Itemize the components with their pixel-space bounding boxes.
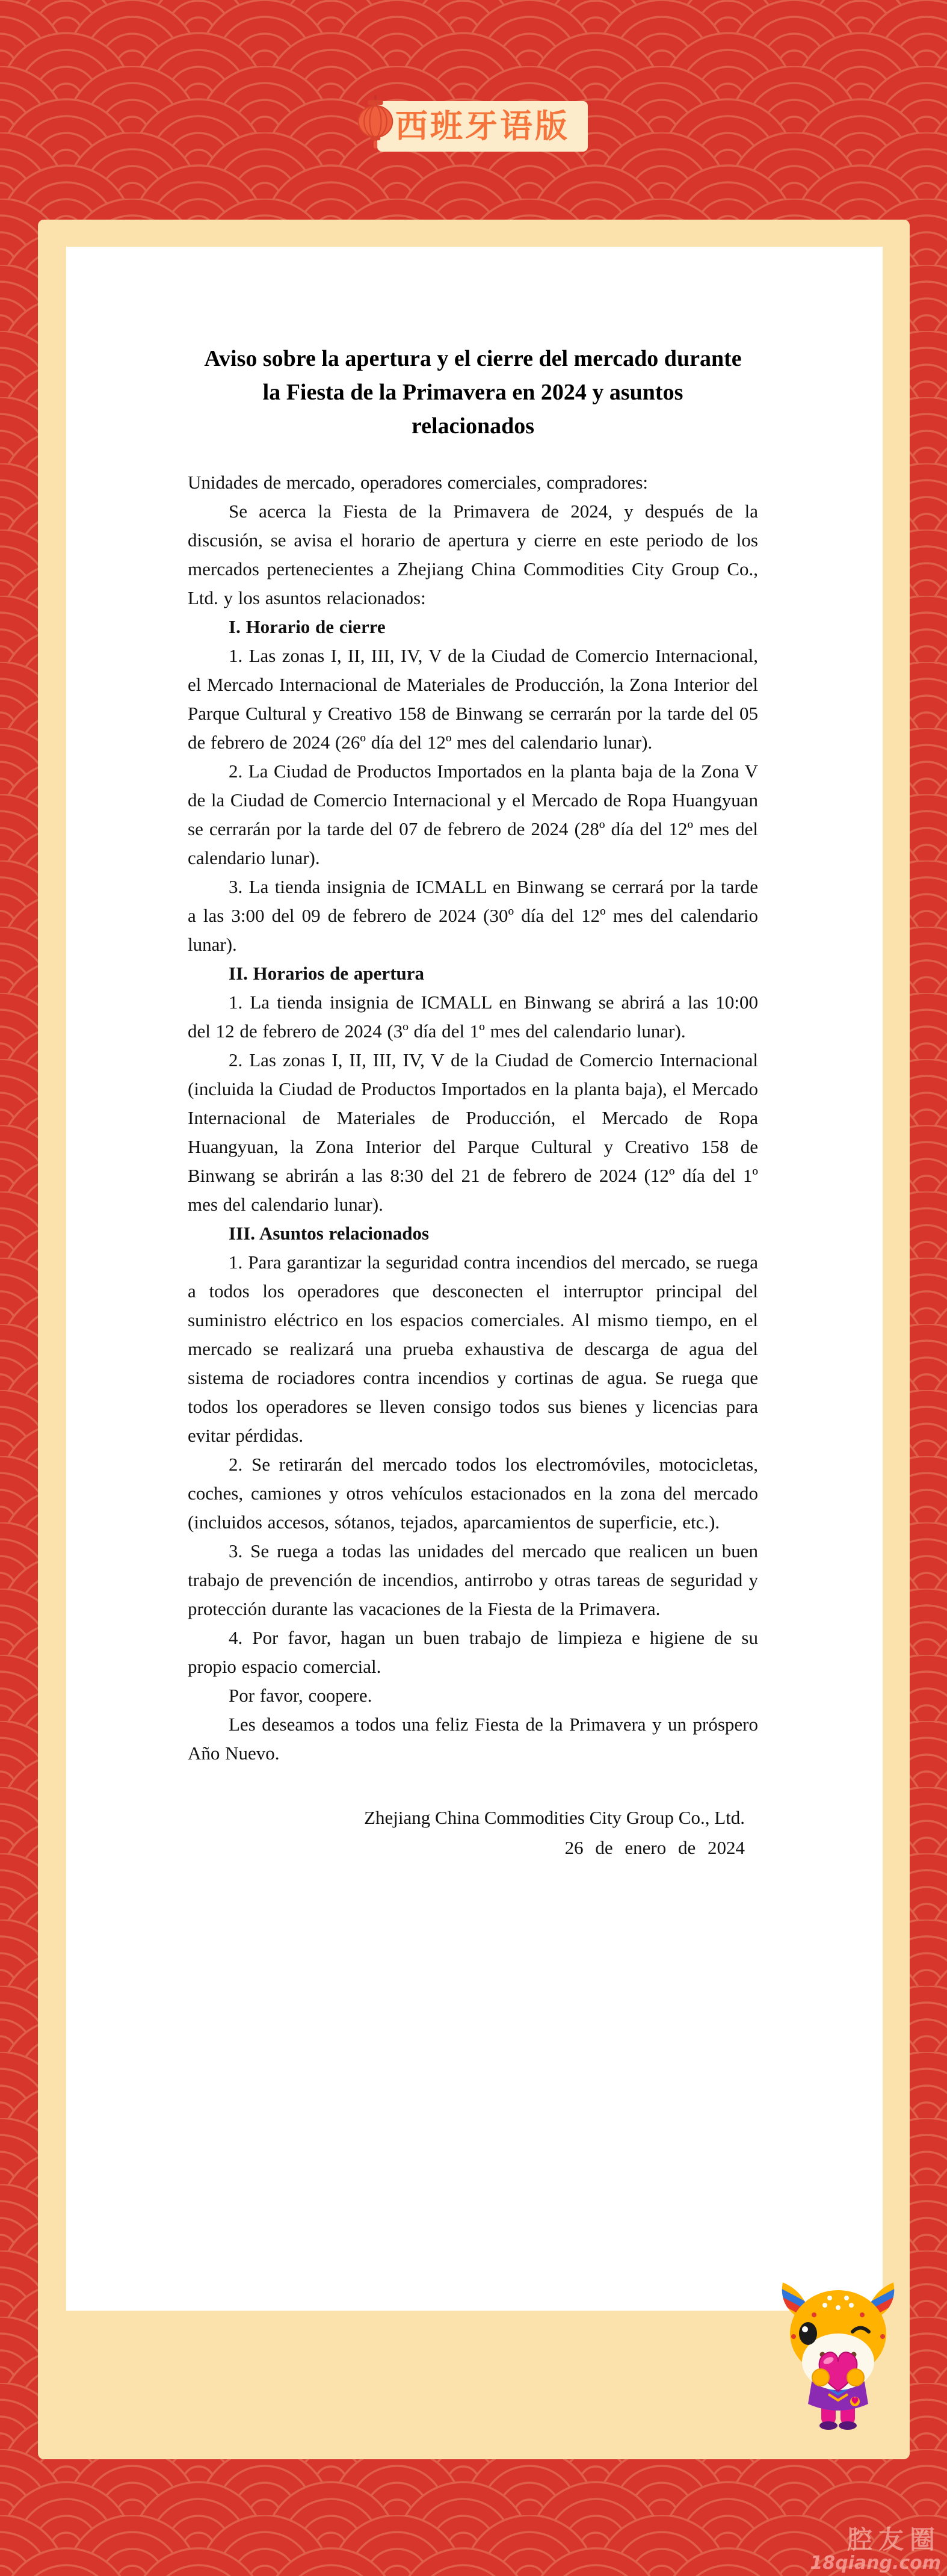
watermark-text-cn: 腔友圈 [847,2525,941,2555]
page-title: Aviso sobre la apertura y el cierre del mercado durante la Fiesta de la Primavera en 2024 y asuntos relacionados [204,346,742,439]
watermark [810,2527,941,2572]
ox-mascot [778,2276,898,2430]
section-heading-opening: II. Horarios de apertura [229,963,425,984]
salutation-line: Unidades de mercado, operadores comerciales, compradores: [188,472,649,493]
intro-paragraph: Se acerca la Fiesta de la Primavera de 2024, y después de la discusión, se avisa el horario de apertura y cierre en este periodo de los mercados pertenecientes a Zhejiang China Commodities City Group Co., Ltd. y los asuntos relacionados: [188,501,758,608]
notice-body [188,468,758,1768]
company-signature: Zhejiang China Commodities City Group Co., Ltd. [364,1807,745,1828]
cooperation-line: Por favor, coopere. [229,1685,372,1706]
opening-item-1: 1. La tienda insignia de ICMALL en Binwang se abrirá a las 10:00 del 12 de febrero de 2024 (3º día del 1º mes del calendario lunar). [188,992,758,1042]
notice-date: 26 de enero de 2024 [564,1837,745,1858]
related-item-1: 1. Para garantizar la seguridad contra incendios del mercado, se ruega a todos los operadores que desconecten el interruptor principal del suministro eléctrico en los espacios comerciales. Al mismo tiempo, en el mercado se realizará una prueba exhaustiva de descarga de agua del sistema de rociadores contra incendios y cortinas de agua. Se ruega que todos los operadores se lleven consigo todos sus bienes y licencias para evitar pérdidas. [188,1252,758,1446]
watermark-text-url: 18qiang.com [810,2552,941,2574]
greeting-line: Les deseamos a todos una feliz Fiesta de la Primavera y un próspero Año Nuevo. [188,1714,758,1764]
language-badge-label: 西班牙语版 [395,107,570,145]
notice-content [66,247,883,1863]
opening-item-2: 2. Las zonas I, II, III, IV, V de la Ciudad de Comercio Internacional (incluida la Ciudad de Productos Importados en la planta baja), el Mercado Internacional de Materiales de Producción, el Mercado de Ropa Huangyuan, la Zona Interior del Parque Cultural y Creativo 158 de Binwang se abrirán a las 8:30 del 21 de febrero de 2024 (12º día del 1º mes del calendario lunar). [188,1049,758,1215]
notice-paper [66,247,883,2311]
closing-item-1: 1. Las zonas I, II, III, IV, V de la Ciudad de Comercio Internacional, el Mercado Internacional de Materiales de Producción, la Zona Interior del Parque Cultural y Creativo 158 de Binwang se cerrarán por la tarde del 05 de febrero de 2024 (26º día del 12º mes del calendario lunar). [188,645,758,753]
lantern-icon [355,95,396,150]
language-badge [377,101,588,152]
closing-item-3: 3. La tienda insignia de ICMALL en Binwang se cerrará por la tarde a las 3:00 del 09 de febrero de 2024 (30º día del 12º mes del calendario lunar). [188,876,758,955]
related-item-4: 4. Por favor, hagan un buen trabajo de limpieza e higiene de su propio espacio comercial. [188,1627,758,1677]
section-heading-closing: I. Horario de cierre [229,616,386,637]
related-item-3: 3. Se ruega a todas las unidades del mercado que realicen un buen trabajo de prevención de incendios, antirrobo y otras tareas de seguridad y protección durante las vacaciones de la Fiesta de la Primavera. [188,1540,758,1619]
section-heading-related: III. Asuntos relacionados [229,1223,430,1244]
closing-item-2: 2. La Ciudad de Productos Importados en la planta baja de la Zona V de la Ciudad de Comercio Internacional y el Mercado de Ropa Huangyuan se cerrarán por la tarde del 07 de febrero de 2024 (28º día del 12º mes del calendario lunar). [188,761,758,868]
related-item-2: 2. Se retirarán del mercado todos los electromóviles, motocicletas, coches, camiones y otros vehículos estacionados en la zona del mercado (incluidos accesos, sótanos, tejados, aparcamientos de superficie, etc.). [188,1454,758,1533]
signature-block [188,1803,758,1863]
